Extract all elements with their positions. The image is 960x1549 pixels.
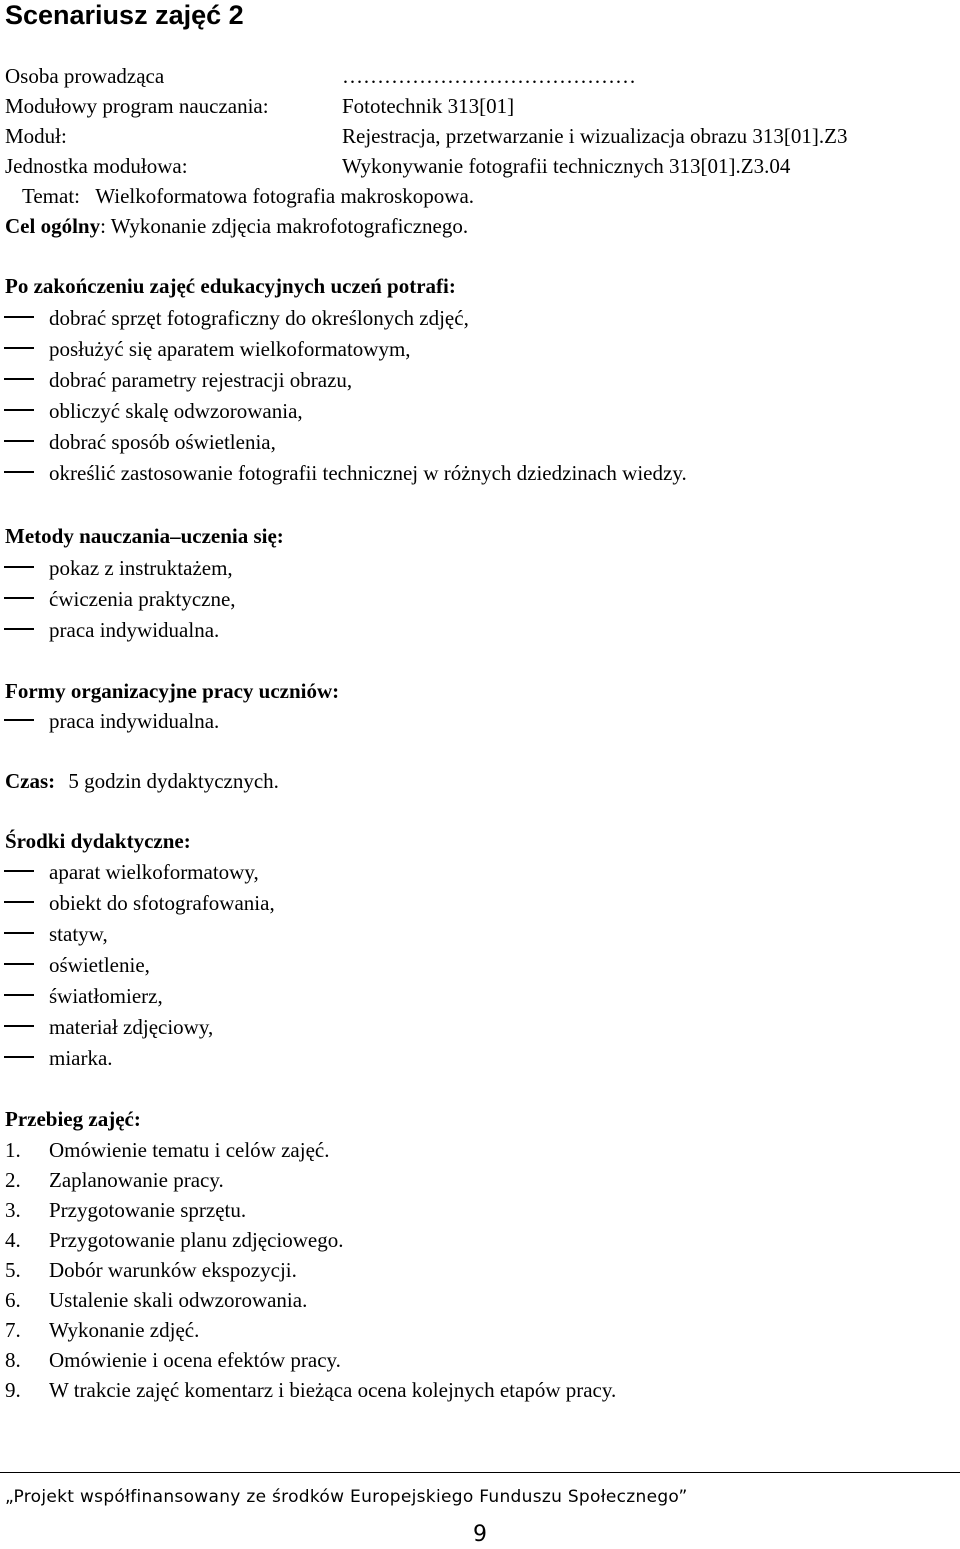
dash-bullet-icon <box>4 409 34 411</box>
program-value: Fototechnik 313[01] <box>342 94 515 118</box>
footer-divider <box>0 1472 960 1473</box>
dash-bullet-icon <box>4 316 34 318</box>
dash-bullet-icon <box>4 471 34 473</box>
dash-bullet-icon <box>4 932 34 934</box>
dash-bullet-icon <box>4 378 34 380</box>
dash-bullet-icon <box>4 347 34 349</box>
forms-heading: Formy organizacyjne pracy uczniów: <box>5 679 340 703</box>
dash-bullet-icon <box>4 597 34 599</box>
document-page: Scenariusz zajęć 2 Osoba prowadząca …………………………………… Modułowy program nauczania: Fototechnik 313[01] Moduł: Rejestracja, przetwarzanie i wizualizacja obrazu 313[01].Z3 Jednostka modułowa: Wykonywanie fotografii technicznych 313[01].Z3.04 Temat: Wielkoformatowa fotografia makroskopowa. Cel ogólny: Wykonanie zdjęcia makrofotograficznego. Po zakończeniu zajęć edukacyjnych uczeń potrafi: dobrać sprzęt fotograficzny do określonych zdjęć, posłużyć się aparatem wielkoformatowym, dobrać parametry rejestracji obrazu, obliczyć skalę odwzorowania, dobrać sposób oświetlenia, określić zastosowanie fotografii technicznej w różnych dziedzinach wiedzy. Metody nauczania–uczenia się: pokaz z instruktażem, ćwiczenia praktyczne, praca indywidualna. Formy organizacyjne pracy uczniów: praca indywidualna. Czas: 5 godzin dydaktycznych. Środki dydaktyczne: aparat wielkoformatowy, obiekt do sfotografowania, statyw, oświetlenie, światłomierz, materiał zdjęciowy, miarka. Przebieg zajęć: 1. Omówienie tematu i celów zajęć. 2. Zaplanowanie pracy. 3. Przygotowanie sprzętu. 4. Przygotowanie planu zdjęciowego. 5. Dobór warunków ekspozycji. 6. Ustalenie skali odwzorowania. 7. Wykonanie zdjęć. 8. Omówienie i ocena efektów pracy. 9. W trakcie zajęć komentarz i bieżąca ocena kolejnych etapów pracy. „Projekt współfinansowany ze środków Europejskiego Funduszu Społecznego” 9 <box>0 0 960 1547</box>
dash-bullet-icon <box>4 1025 34 1027</box>
dash-bullet-icon <box>4 628 34 630</box>
outcomes-heading: Po zakończeniu zajęć edukacyjnych uczeń potrafi: <box>5 274 456 298</box>
time-value: 5 godzin dydaktycznych. <box>68 769 279 793</box>
goal-value: : Wykonanie zdjęcia makrofotograficznego. <box>100 214 469 238</box>
dash-bullet-icon <box>4 440 34 442</box>
time-line <box>5 767 279 795</box>
page-number: 9 <box>473 1522 487 1547</box>
goal-label: Cel ogólny <box>5 214 101 238</box>
dash-bullet-icon <box>4 901 34 903</box>
topic-label: Temat: <box>22 184 81 208</box>
topic-line <box>22 182 474 210</box>
dash-bullet-icon <box>4 1056 34 1058</box>
dash-bullet-icon <box>4 963 34 965</box>
resources-heading: Środki dydaktyczne: <box>5 829 191 853</box>
course-heading: Przebieg zajęć: <box>5 1107 141 1131</box>
dash-bullet-icon <box>4 870 34 872</box>
dash-bullet-icon <box>4 994 34 996</box>
dash-bullet-icon <box>4 719 34 721</box>
page-title: Scenariusz zajęć 2 <box>5 0 244 30</box>
jednostka-label: Jednostka modułowa: <box>5 154 188 178</box>
jednostka-value: Wykonywanie fotografii technicznych 313[01].Z3.04 <box>342 154 791 178</box>
osoba-value: …………………………………… <box>342 64 636 88</box>
program-label: Modułowy program nauczania: <box>5 94 269 118</box>
dash-bullet-icon <box>4 566 34 568</box>
modul-label: Moduł: <box>5 124 67 148</box>
modul-value: Rejestracja, przetwarzanie i wizualizacja obrazu 313[01].Z3 <box>342 124 848 148</box>
footer-text: „Projekt współfinansowany ze środków Europejskiego Funduszu Społecznego” <box>5 1487 688 1507</box>
topic-value: Wielkoformatowa fotografia makroskopowa. <box>95 184 475 208</box>
time-label: Czas: <box>5 769 56 793</box>
goal-line <box>5 212 468 240</box>
osoba-label: Osoba prowadząca <box>5 64 165 88</box>
methods-heading: Metody nauczania–uczenia się: <box>5 524 284 548</box>
